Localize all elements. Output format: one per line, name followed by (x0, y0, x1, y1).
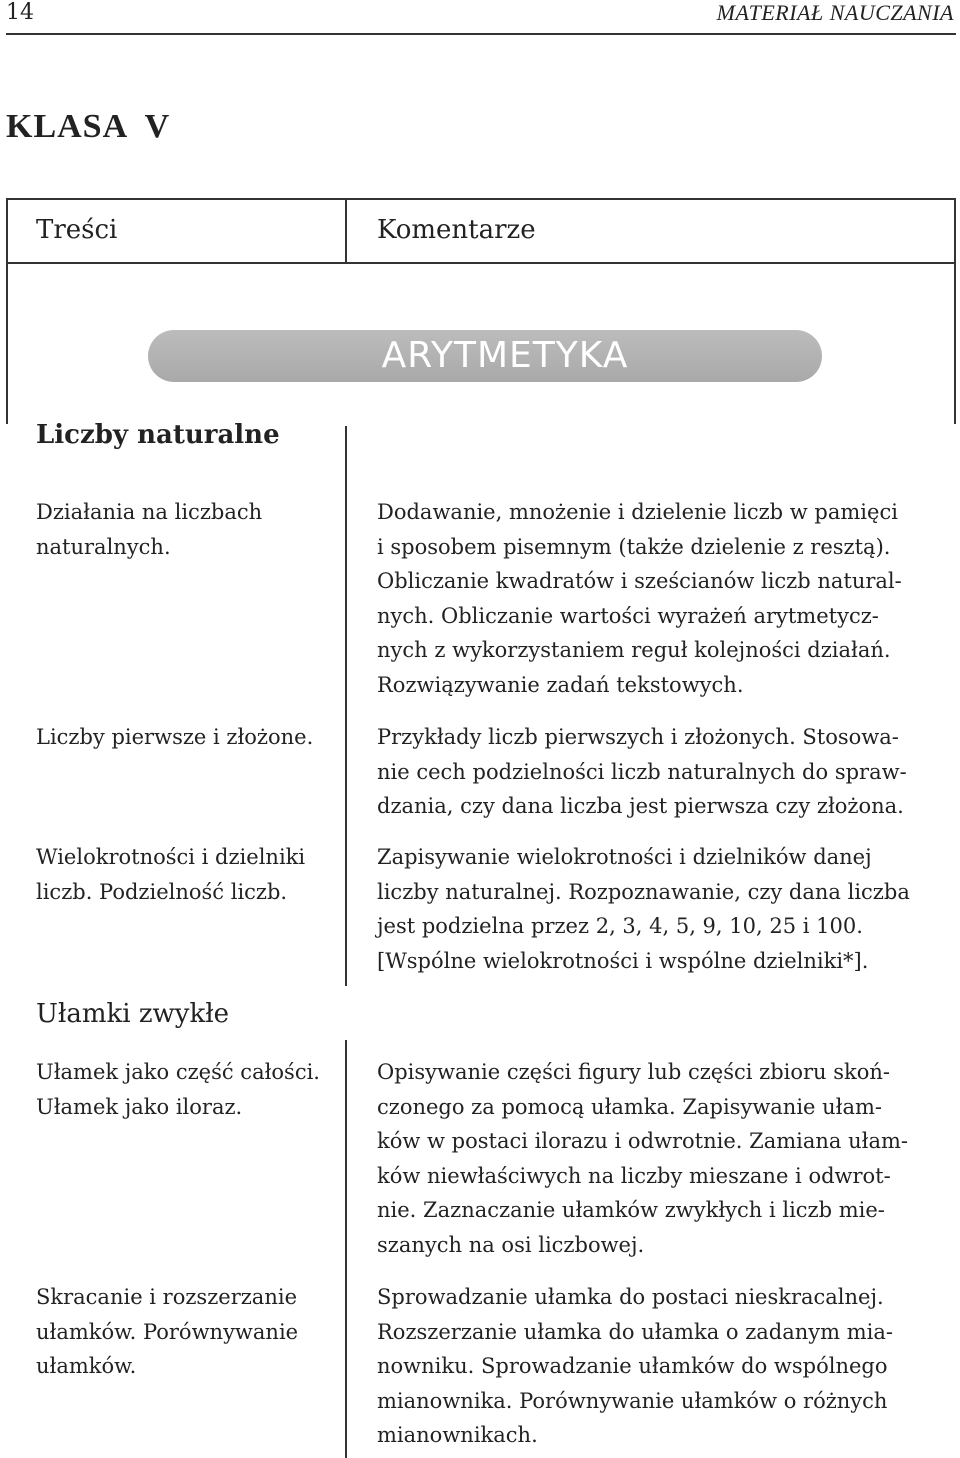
content-line: Skracanie i rozszerzanie (36, 1285, 297, 1309)
page-number: 14 (6, 0, 34, 25)
content-line: Wielokrotności i dzielniki (36, 845, 306, 869)
comment-line: dzania, czy dana liczba jest pierwsza czy złożona. (377, 794, 904, 818)
section-heading-liczby-naturalne: Liczby naturalne (36, 420, 280, 450)
content-line: Ułamek jako iloraz. (36, 1094, 243, 1119)
comment-line: szanych na osi liczbowej. (377, 1232, 645, 1257)
comment-line: nych. Obliczanie wartości wyrażeń arytmetycz- (377, 603, 879, 628)
comment-line: Obliczanie kwadratów i sześcianów liczb natural- (377, 569, 902, 593)
comment-line: mianownika. Porównywanie ułamków o różnych (377, 1388, 888, 1413)
content-cell (36, 840, 336, 909)
content-line: ułamków. (36, 1354, 137, 1378)
section-heading-ulamki-zwykle: Ułamki zwykłe (36, 999, 230, 1029)
comment-cell (377, 720, 937, 824)
running-title: MATERIAŁ NAUCZANIA (716, 0, 954, 25)
column-header-komentarze: Komentarze (377, 215, 536, 245)
table-left-border (6, 264, 8, 424)
comment-line: nych z wykorzystaniem reguł kolejności działań. (377, 638, 891, 662)
content-line: liczb. Podzielność liczb. (36, 879, 288, 904)
comment-line: nie. Zaznaczanie ułamków zwykłych i liczb mie- (377, 1198, 885, 1222)
comment-line: mianownikach. (377, 1423, 538, 1447)
page-title: KLASA V (6, 108, 171, 145)
comment-cell (377, 1280, 937, 1453)
comment-line: nowniku. Sprowadzanie ułamków do wspólnego (377, 1354, 888, 1378)
comment-line: nie cech podzielności liczb naturalnych do spraw- (377, 759, 907, 784)
comment-line: [Wspólne wielokrotności i wspólne dzielniki*]. (377, 948, 869, 973)
table-right-border (954, 264, 956, 424)
content-cell (36, 1055, 336, 1124)
comment-line: ków niewłaściwych na liczby mieszane i odwrot- (377, 1163, 891, 1188)
comment-line: i sposobem pisemnym (także dzielenie z resztą). (377, 534, 891, 559)
content-cell (36, 495, 336, 564)
comment-line: Rozwiązywanie zadań tekstowych. (377, 672, 744, 697)
content-cell (36, 1280, 336, 1384)
content-line: ułamków. Porównywanie (36, 1319, 299, 1344)
comment-line: czonego za pomocą ułamka. Zapisywanie ułam- (377, 1094, 883, 1119)
comment-cell (377, 495, 937, 702)
section-banner-label: ARYTMETYKA (381, 335, 629, 376)
comment-line: Rozszerzanie ułamka do ułamka o zadanym mia- (377, 1319, 893, 1344)
content-line: Ułamek jako część całości. (36, 1060, 320, 1084)
content-line: Liczby pierwsze i złożone. (36, 725, 314, 749)
comment-line: Sprowadzanie ułamka do postaci nieskracalnej. (377, 1285, 884, 1309)
comment-line: Opisywanie części figury lub części zbioru skoń- (377, 1060, 891, 1084)
table-header-divider (345, 198, 347, 264)
content-line: Działania na liczbach (36, 500, 263, 524)
comment-line: ków w postaci ilorazu i odwrotnie. Zamiana ułam- (377, 1129, 908, 1153)
column-header-tresci: Treści (36, 215, 118, 245)
comment-line: liczby naturalnej. Rozpoznawanie, czy dana liczba (377, 879, 910, 904)
content-line: naturalnych. (36, 534, 171, 559)
content-cell (36, 720, 336, 755)
comment-line: Zapisywanie wielokrotności i dzielników danej (377, 845, 872, 869)
comment-line: Dodawanie, mnożenie i dzielenie liczb w pamięci (377, 500, 898, 524)
column-divider (345, 426, 347, 986)
comment-line: jest podzielna przez 2, 3, 4, 5, 9, 10, 25 i 100. (377, 914, 863, 938)
comment-cell (377, 840, 937, 978)
comment-line: Przykłady liczb pierwszych i złożonych. Stosowa- (377, 725, 899, 749)
comment-cell (377, 1055, 937, 1262)
header-rule (6, 33, 956, 35)
column-divider (345, 1040, 347, 1458)
